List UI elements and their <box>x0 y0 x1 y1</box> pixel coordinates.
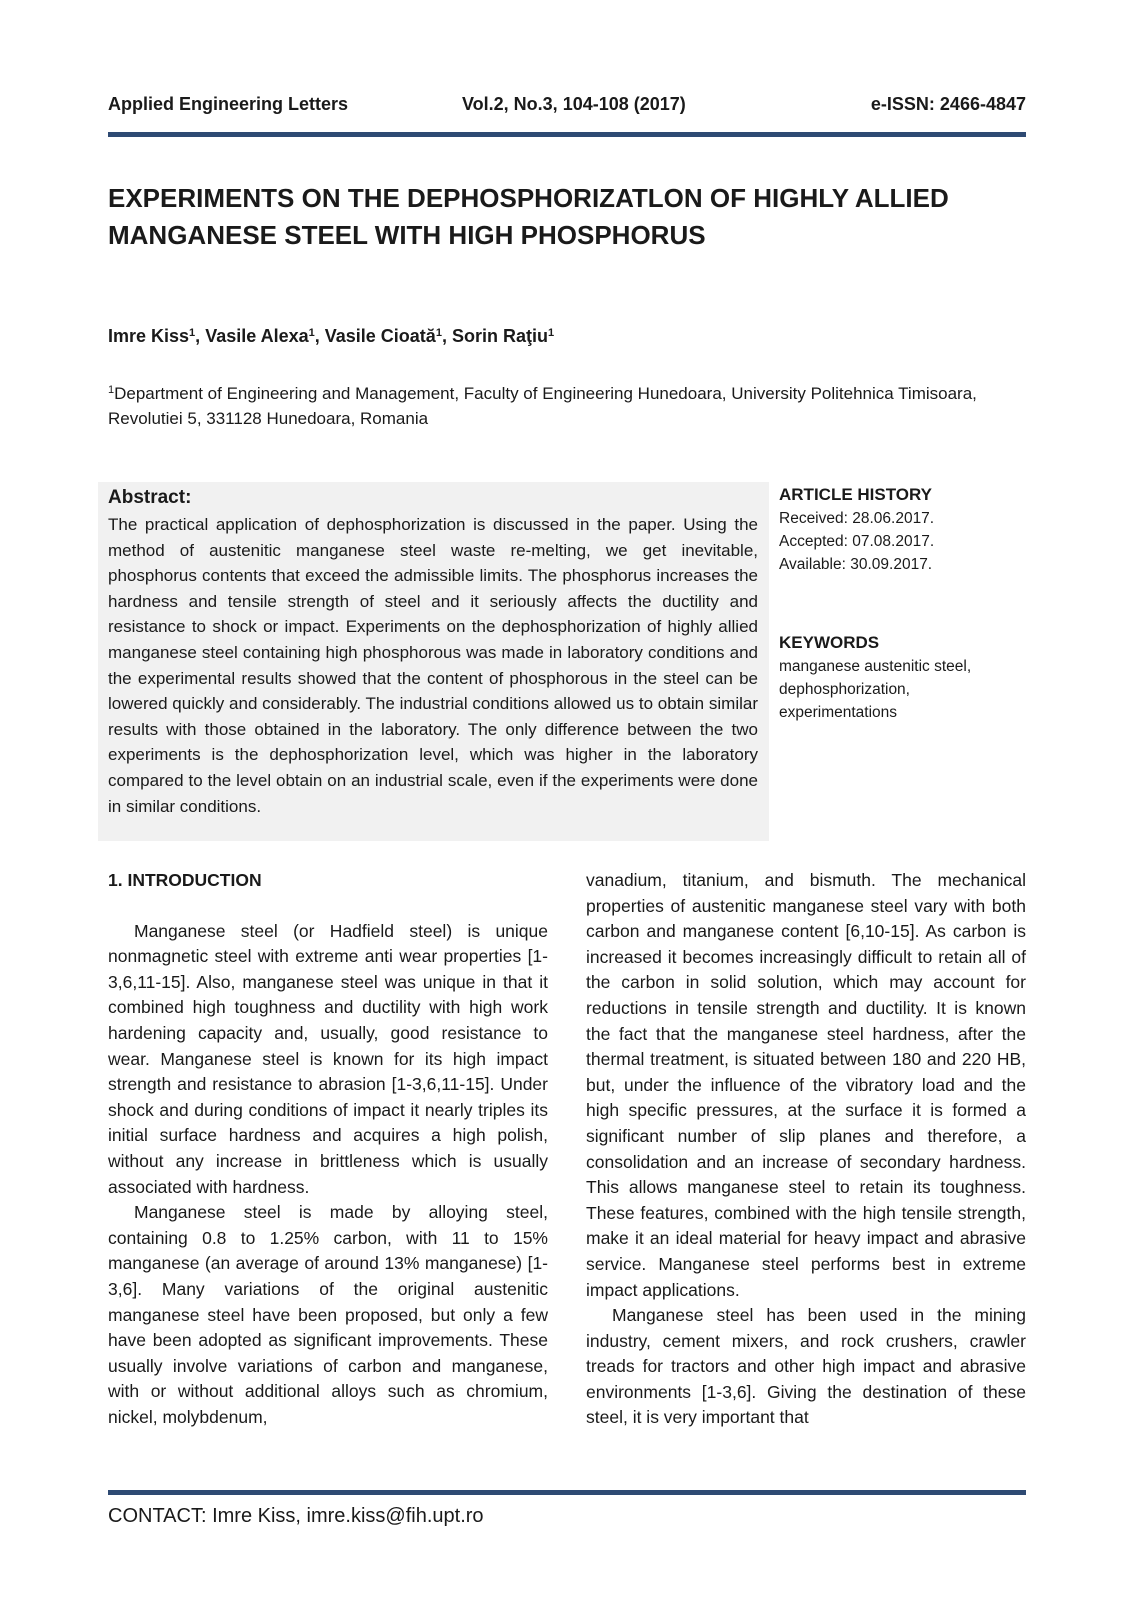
author-name: Sorin Raţiu <box>451 326 548 346</box>
abstract-box <box>98 482 769 841</box>
affiliation-mark: 1 <box>108 384 115 396</box>
author-separator: , <box>195 326 206 346</box>
author-separator: , <box>441 326 452 346</box>
abstract-text: The practical application of dephosphorization is discussed in the paper. Using the method of austenitic manganese steel waste re-melting, we get inevitable, phosphorus contents that exceed the admissible limits. The phosphorus increases the hardness and tensile strength of steel and it seriously affects the ductility and resistance to shock or impact. Experiments on the dephosphorization of highly allied manganese steel containing high phosphorous was made in laboratory conditions and the experimental results showed that the content of phosphorous in the steel can be lowered quickly and considerably. The industrial conditions allowed us to obtain similar results with those obtained in the laboratory. The only difference between the two experiments is the dephosphorization level, which was higher in the laboratory compared to the level obtain on an industrial scale, even if the experiments were done in similar conditions. <box>108 515 758 816</box>
article-history <box>779 482 934 576</box>
contact-line: CONTACT: Imre Kiss, imre.kiss@fih.upt.ro <box>108 1505 484 1527</box>
journal-name: Applied Engineering Letters <box>108 94 349 114</box>
header-divider <box>108 132 1026 137</box>
accepted-date: Accepted: 07.08.2017. <box>779 533 935 550</box>
body-column-left <box>108 868 548 1430</box>
affiliation <box>108 378 1026 431</box>
journal-volume: Vol.2, No.3, 104-108 (2017) <box>462 94 686 114</box>
author-affiliation-mark: 1 <box>308 327 315 339</box>
received-date: Received: 28.06.2017. <box>779 510 935 527</box>
affiliation-text: Department of Engineering and Management, Faculty of Engineering Hunedoara, University Politehnica Timisoara, Revolutiei 5, 331128 Hunedoara, Romania <box>108 384 977 428</box>
author-name: Vasile Alexa <box>205 326 309 346</box>
body-column-right <box>586 868 1026 1431</box>
keywords-text: manganese austenitic steel, dephosphorization, experimentations <box>779 658 972 721</box>
author-affiliation-mark: 1 <box>435 327 442 339</box>
abstract-heading: Abstract: <box>108 487 192 508</box>
body-paragraph: vanadium, titanium, and bismuth. The mechanical properties of austenitic manganese steel vary with both carbon and manganese content [6,10-15]. As carbon is increased it becomes increasingly difficult to retain all of the carbon in solid solution, which may account for reductions in tensile strength and ductility. It is known the fact that the manganese steel hardness, after the thermal treatment, is situated between 180 and 220 HB, but, under the influence of the vibratory load and the high specific pressures, at the surface it is formed a significant number of slip planes and therefore, a consolidation and an increase of secondary hardness. This allows manganese steel to retain its toughness. These features, combined with the high tensile strength, make it an ideal material for heavy impact and abrasive service. Manganese steel performs best in extreme impact applications. <box>586 870 1026 1300</box>
author-list <box>108 326 554 347</box>
author-affiliation-mark: 1 <box>547 327 555 339</box>
author-affiliation-mark: 1 <box>189 327 196 339</box>
section-heading-introduction: 1. INTRODUCTION <box>108 870 262 890</box>
author-name: Vasile Cioată <box>324 326 436 346</box>
paper-title-line-2: MANGANESE STEEL WITH HIGH PHOSPHORUS <box>108 220 706 250</box>
journal-issn: e-ISSN: 2466-4847 <box>870 94 1026 114</box>
keywords-heading: KEYWORDS <box>779 633 880 652</box>
body-paragraph: Manganese steel has been used in the mining industry, cement mixers, and rock crushers, crawler treads for tractors and other high impact and abrasive environments [1-3,6]. Giving the destination of these steel, it is very important that <box>586 1305 1026 1428</box>
author-name: Imre Kiss <box>108 326 190 346</box>
article-history-heading: ARTICLE HISTORY <box>779 485 933 504</box>
paper-title <box>108 180 1026 254</box>
keywords <box>779 630 1026 724</box>
available-date: Available: 30.09.2017. <box>779 556 933 573</box>
body-paragraph: Manganese steel is made by alloying steel, containing 0.8 to 1.25% carbon, with 11 to 15% manganese (an average of around 13% manganese) [1-3,6]. Many variations of the original austenitic manganese steel have been proposed, but only a few have been adopted as significant improvements. These usually involve variations of carbon and manganese, with or without additional alloys such as chromium, nickel, molybdenum, <box>108 1202 548 1427</box>
journal-header <box>108 94 1026 120</box>
paper-title-line-1: EXPERIMENTS ON THE DEPHOSPHORIZATLON OF HIGHLY ALLIED <box>108 183 949 213</box>
author-separator: , <box>314 326 325 346</box>
body-paragraph: Manganese steel (or Hadfield steel) is unique nonmagnetic steel with extreme anti wear properties [1-3,6,11-15]. Also, manganese steel was unique in that it combined high toughness and ductility with high work hardening capacity and, usually, good resistance to wear. Manganese steel is known for its high impact strength and resistance to abrasion [1-3,6,11-15]. Under shock and during conditions of impact it nearly triples its initial surface hardness and acquires a high polish, without any increase in brittleness which is usually associated with hardness. <box>108 920 548 1197</box>
footer-divider <box>108 1490 1026 1495</box>
